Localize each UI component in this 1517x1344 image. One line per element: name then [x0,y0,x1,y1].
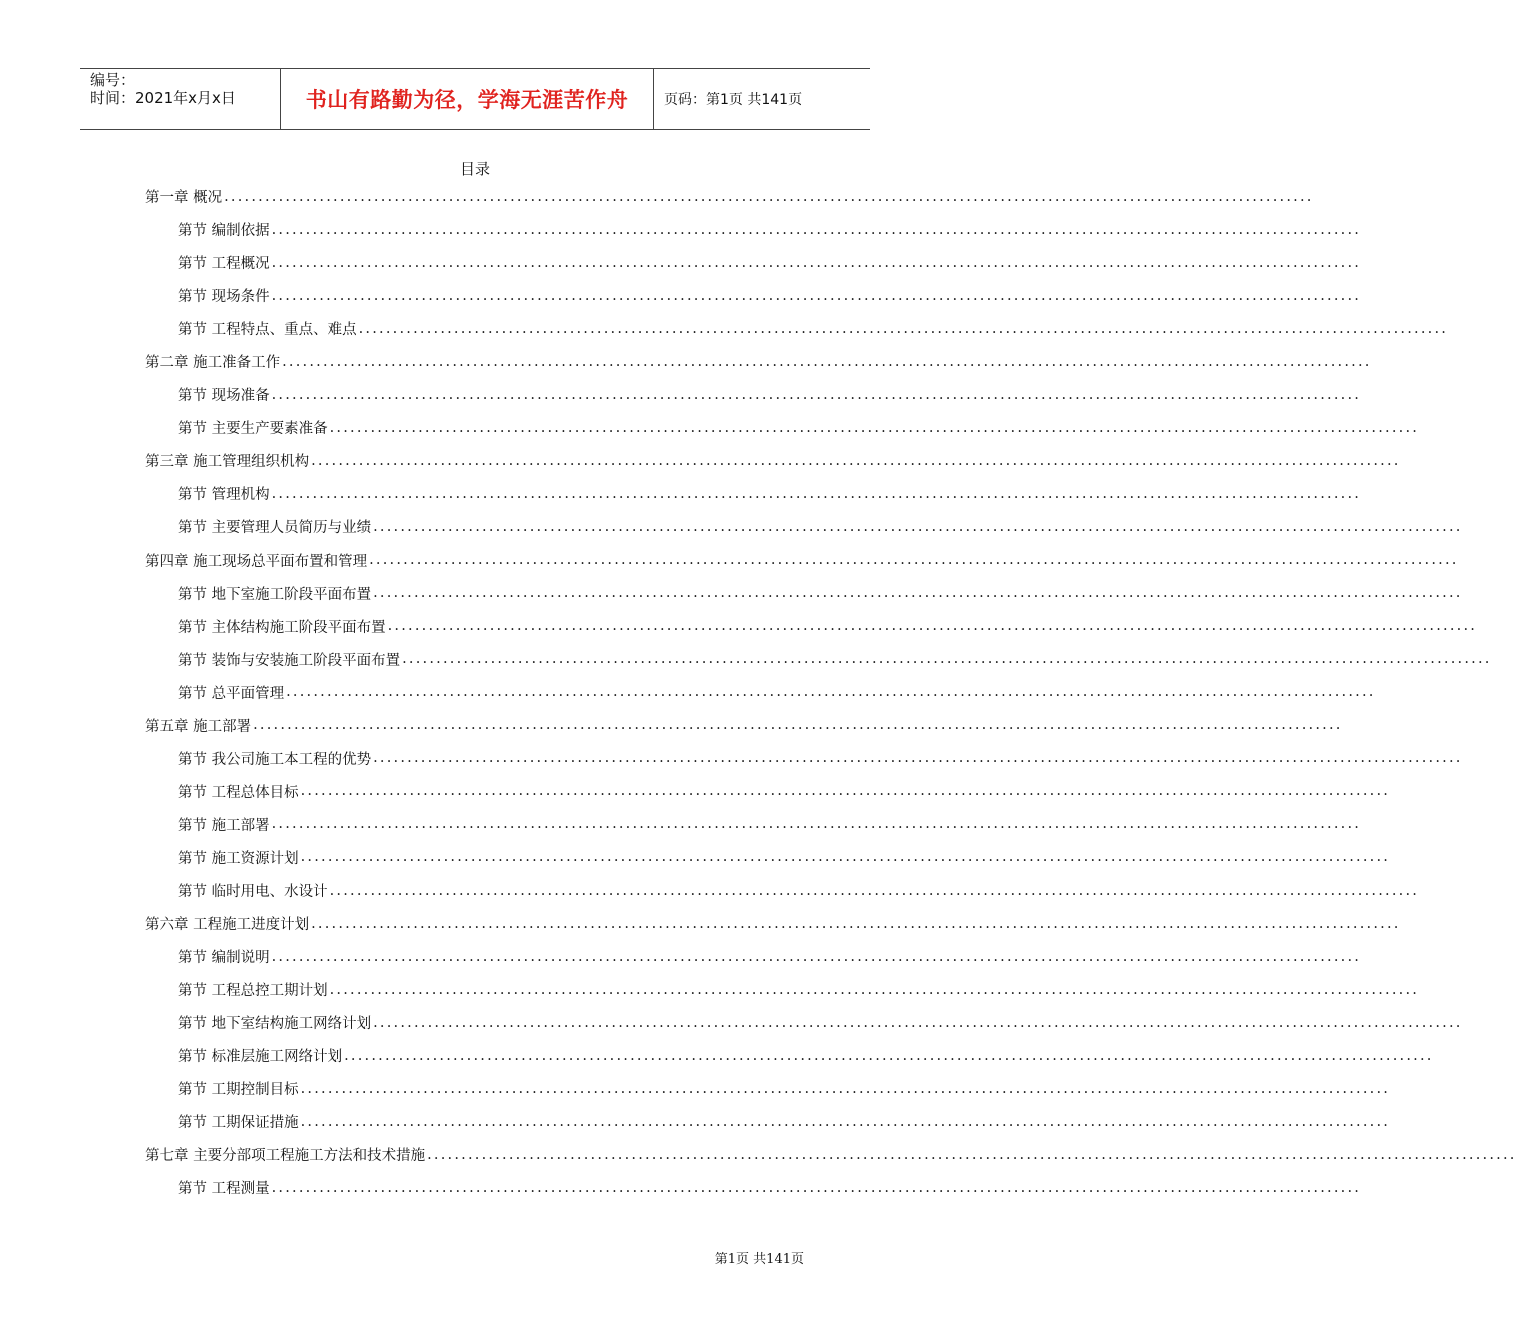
toc-chapter-entry[interactable] [145,709,1343,742]
toc-leader-dots: ................................................................................................................................................................ [253,717,1343,734]
page-header [80,68,870,130]
toc-leader-dots: ................................................................................................................................................................ [329,882,1420,899]
toc-entry-text: 第节 工程总控工期计划 [178,983,328,1000]
toc-section-entry[interactable] [145,279,1362,312]
toc-entry-text: 第节 工程特点、重点、难点 [178,322,357,339]
toc-leader-dots: ................................................................................................................................................................ [373,1014,1463,1031]
table-of-contents [145,180,1517,1204]
toc-leader-dots: ................................................................................................................................................................ [373,750,1463,767]
toc-entry-text: 第节 现场准备 [178,388,270,405]
toc-section-entry[interactable] [145,643,1492,676]
toc-leader-dots: ................................................................................................................................................................ [329,981,1420,998]
toc-title: 目录 [459,160,490,178]
toc-leader-dots: ................................................................................................................................................................ [402,651,1492,668]
toc-entry-text: 第节 主体结构施工阶段平面布置 [178,619,386,636]
toc-section-entry[interactable] [145,874,1420,907]
toc-entry-text: 第节 地下室结构施工网络计划 [178,1016,372,1033]
toc-entry-text: 第四章 施工现场总平面布置和管理 [145,553,368,570]
toc-entry-text: 第节 工期保证措施 [178,1115,299,1132]
toc-section-entry[interactable] [145,411,1420,444]
toc-entry-text: 第节 我公司施工本工程的优势 [178,751,372,768]
toc-chapter-entry[interactable] [145,180,1314,213]
toc-leader-dots: ................................................................................................................................................................ [373,518,1463,535]
toc-section-entry[interactable] [145,312,1449,345]
toc-section-entry[interactable] [145,1039,1434,1072]
toc-leader-dots: ................................................................................................................................................................ [373,585,1463,602]
toc-leader-dots: ................................................................................................................................................................ [271,386,1362,403]
toc-section-entry[interactable] [145,742,1463,775]
toc-section-entry[interactable] [145,577,1463,610]
toc-leader-dots: ................................................................................................................................................................ [369,552,1459,569]
toc-leader-dots: ................................................................................................................................................................ [300,1080,1391,1097]
toc-entry-text: 第节 工期控制目标 [178,1082,299,1099]
toc-section-entry[interactable] [145,1072,1391,1105]
toc-leader-dots: ................................................................................................................................................................ [271,221,1362,238]
toc-entry-text: 第节 现场条件 [178,289,270,306]
toc-entry-text: 第二章 施工准备工作 [145,355,281,372]
toc-leader-dots: ................................................................................................................................................................ [311,452,1401,469]
toc-leader-dots: ................................................................................................................................................................ [271,287,1362,304]
toc-chapter-entry[interactable] [145,907,1401,940]
toc-section-entry[interactable] [145,510,1463,543]
toc-entry-text: 第节 装饰与安装施工阶段平面布置 [178,652,401,669]
toc-entry-text: 第节 工程概况 [178,256,270,273]
toc-leader-dots: ................................................................................................................................................................ [271,948,1362,965]
toc-entry-text: 第节 编制依据 [178,223,270,240]
header-meta [80,69,281,129]
toc-section-entry[interactable] [145,841,1391,874]
toc-entry-text: 第六章 工程施工进度计划 [145,917,310,934]
toc-section-entry[interactable] [145,973,1420,1006]
toc-chapter-entry[interactable] [145,345,1372,378]
toc-section-entry[interactable] [145,477,1362,510]
toc-section-entry[interactable] [145,775,1391,808]
toc-section-entry[interactable] [145,378,1362,411]
toc-entry-text: 第五章 施工部署 [145,718,252,735]
toc-chapter-entry[interactable] [145,444,1401,477]
toc-leader-dots: ................................................................................................................................................................ [300,783,1391,800]
toc-entry-text: 第节 施工部署 [178,817,270,834]
document-number-label: 编号： [90,71,136,89]
toc-entry-text: 第一章 概况 [145,190,223,207]
header-motto: 书山有路勤为径，学海无涯苦作舟 [281,69,654,129]
toc-entry-text: 第节 工程测量 [178,1181,270,1198]
toc-leader-dots: ................................................................................................................................................................ [300,1113,1391,1130]
toc-section-entry[interactable] [145,940,1362,973]
toc-section-entry[interactable] [145,1006,1463,1039]
toc-entry-text: 第节 施工资源计划 [178,850,299,867]
toc-leader-dots: ................................................................................................................................................................ [282,353,1372,370]
toc-leader-dots: ................................................................................................................................................................ [224,188,1314,205]
toc-section-entry[interactable] [145,246,1362,279]
toc-entry-text: 第节 主要管理人员简历与业绩 [178,520,372,537]
page-footer: 第1页 共141页 [714,1252,804,1267]
toc-entry-text: 第节 管理机构 [178,487,270,504]
toc-chapter-entry[interactable] [145,544,1459,577]
toc-section-entry[interactable] [145,1105,1391,1138]
toc-entry-text: 第节 临时用电、水设计 [178,884,328,900]
toc-section-entry[interactable] [145,610,1478,643]
toc-leader-dots: ................................................................................................................................................................ [358,320,1449,337]
toc-leader-dots: ................................................................................................................................................................ [344,1047,1434,1064]
toc-leader-dots: ................................................................................................................................................................ [271,816,1362,833]
toc-leader-dots: ................................................................................................................................................................ [427,1146,1517,1163]
toc-section-entry[interactable] [145,676,1376,709]
toc-entry-text: 第节 主要生产要素准备 [178,421,328,438]
toc-entry-text: 第节 总平面管理 [178,685,285,702]
toc-leader-dots: ................................................................................................................................................................ [300,849,1391,866]
toc-leader-dots: ................................................................................................................................................................ [329,419,1420,436]
toc-leader-dots: ................................................................................................................................................................ [271,485,1362,502]
toc-entry-text: 第节 工程总体目标 [178,784,299,801]
toc-section-entry[interactable] [145,808,1362,841]
toc-leader-dots: ................................................................................................................................................................ [286,684,1376,701]
header-page-info: 页码：第1页 共141页 [664,92,803,108]
toc-leader-dots: ................................................................................................................................................................ [271,254,1362,271]
toc-chapter-entry[interactable] [145,1138,1517,1171]
toc-entry-text: 第三章 施工管理组织机构 [145,454,310,471]
toc-entry-text: 第节 地下室施工阶段平面布置 [178,586,372,603]
toc-entry-text: 第节 标准层施工网络计划 [178,1049,343,1066]
document-time-label: 时间：2021年x月x日 [90,89,236,107]
toc-leader-dots: ................................................................................................................................................................ [271,1179,1362,1196]
toc-leader-dots: ................................................................................................................................................................ [311,915,1401,932]
toc-section-entry[interactable] [145,213,1362,246]
toc-entry-text: 第节 编制说明 [178,950,270,967]
toc-leader-dots: ................................................................................................................................................................ [387,618,1478,635]
toc-section-entry[interactable] [145,1171,1362,1204]
toc-entry-text: 第七章 主要分部项工程施工方法和技术措施 [145,1148,426,1165]
